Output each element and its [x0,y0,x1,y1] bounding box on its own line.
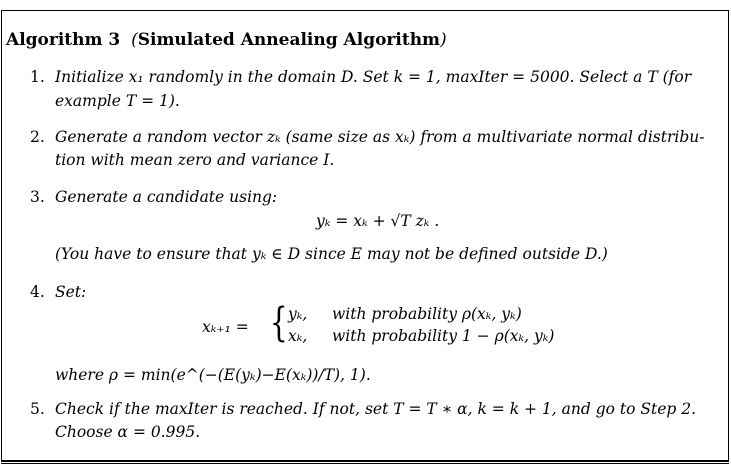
algorithm-name: Simulated Annealing Algorithm [137,30,441,50]
algorithm-label: Algorithm 3 [6,30,121,50]
step-4-where: where ρ = min(e^(−(E(yₖ)−E(xₖ))/T), 1). [55,366,371,384]
step-4-number: 4. [30,283,45,301]
step-3-number: 3. [30,188,45,206]
step-2-line-2: tion with mean zero and variance I. [55,151,335,169]
step-4-case-1-text: with probability ρ(xₖ, yₖ) [332,305,522,323]
step-4-case-2-value: xₖ, [288,327,308,345]
step-5-line-1: Check if the maxIter is reached. If not, set T = T ∗ α, k = k + 1, and go to Step 2. [55,400,697,418]
bottom-rule [1,461,729,464]
step-4-case-2-text: with probability 1 − ρ(xₖ, yₖ) [332,327,555,345]
step-4-lhs: xₖ₊₁ = [202,318,249,336]
step-3-line-1: Generate a candidate using: [55,188,278,206]
step-3-note: (You have to ensure that yₖ ∈ D since E may not be defined outside D.) [55,245,608,263]
step-4-case-1-value: yₖ, [288,305,308,323]
title-close-paren: ) [440,30,447,50]
cases-brace: { [269,300,288,346]
step-3-equation: yₖ = xₖ + √T zₖ . [316,212,440,230]
step-1-line-1: Initialize x₁ randomly in the domain D. Set k = 1, maxIter = 5000. Select a T (for [55,68,692,86]
step-2-number: 2. [30,128,45,146]
step-1-line-2: example T = 1). [55,92,180,110]
step-2-line-1: Generate a random vector zₖ (same size as xₖ) from a multivariate normal distribu- [55,128,705,146]
title-open-paren: ( [131,30,138,50]
algorithm-title [6,30,447,50]
step-5-line-2: Choose α = 0.995. [55,423,201,441]
step-5-number: 5. [30,400,45,418]
step-1-number: 1. [30,68,45,86]
step-4-line-1: Set: [55,283,87,301]
